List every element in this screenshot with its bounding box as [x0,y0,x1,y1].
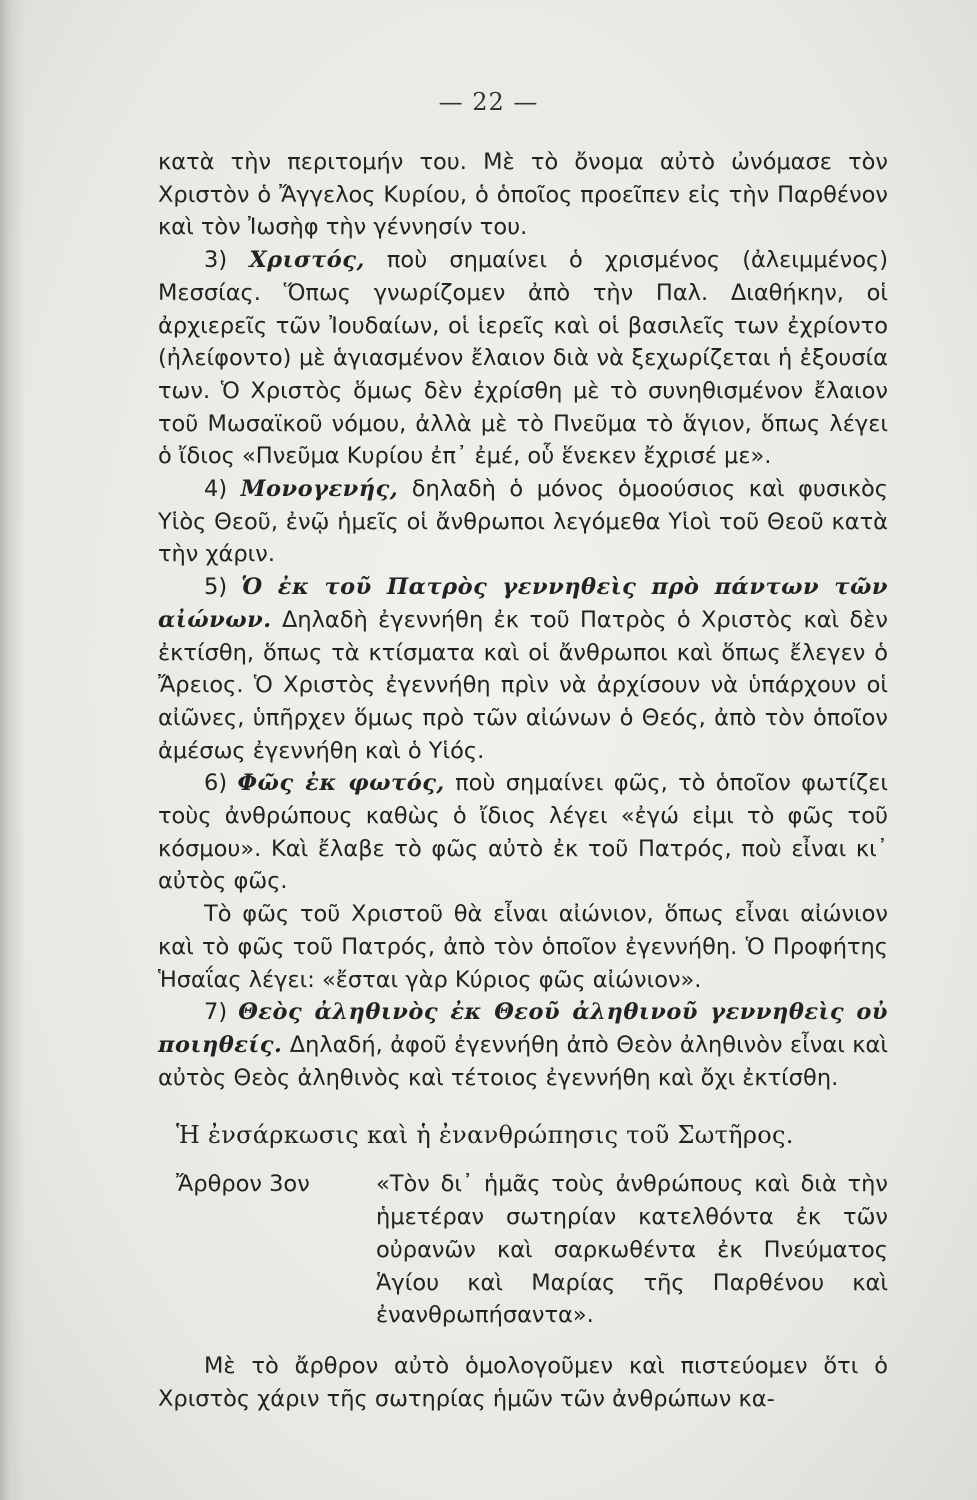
term-theos-alithinos: Θεὸς ἀληθινὸς ἐκ Θεοῦ ἀληθινοῦ γεννηθεὶς οὐ ποιηθείς. [158,999,888,1058]
paragraph-text: ποὺ σημαίνει ὁ χρισμένος (ἀλειμμένος) Μεσσίας. Ὅπως γνωρίζομεν ἀπὸ τὴν Παλ. Διαθήκην, οἱ ἀρχιερεῖς τῶν Ἰουδαίων, οἱ ἱερεῖς καὶ οἱ βασιλεῖς των ἐχρίοντο (ἠλείφοντο) μὲ ἁγιασμένον ἔλαιον διὰ νὰ ξεχωρίζεται ἡ ἐξουσία των. Ὁ Χριστὸς ὅμως δὲν ἐχρίσθη μὲ τὸ συνηθισμένον ἔλαιον τοῦ Μωσαϊκοῦ νόμου, ἀλλὰ μὲ τὸ Πνεῦμα τὸ ἅγιον, ὅπως λέγει ὁ ἴδιος «Πνεῦμα Κυρίου ἐπ᾽ ἐμέ, οὗ ἕνεκεν ἔχρισέ με». [158,247,889,470]
item-number: 6) [204,770,228,797]
term-gennitheis: Ὁ ἐκ τοῦ Πατρὸς γεννηθεὶς πρὸ πάντων τῶν αἰώνων. [158,574,888,633]
paragraph-text: Δηλαδὴ ἐγεννήθη ἐκ τοῦ Πατρὸς ὁ Χριστὸς καὶ δὲν ἐκτίσθη, ὅπως τὰ κτίσματα καὶ οἱ ἄνθρωποι καὶ ὅπως ἔλεγεν ὁ Ἄρειος. Ὁ Χριστὸς ἐγεννήθη πρὶν νὰ ἀρχίσουν νὰ ὑπάρχουν οἱ αἰῶνες, ὑπῆρχεν ὅμως πρὸ τῶν αἰώνων ὁ Θεός, ἀπὸ τὸν ὁποῖον ἀμέσως ἐγεννήθη καὶ ὁ Υἱός. [158,606,889,764]
item-number: 7) [204,999,228,1026]
paragraph-fos-aionion: Τὸ φῶς τοῦ Χριστοῦ θὰ εἶναι αἰώνιον, ὅπως εἶναι αἰώνιον καὶ τὸ φῶς τοῦ Πατρός, ἀπὸ τὸν ὁποῖον ἐγεννήθη. Ὁ Προφήτης Ἡσαΐας λέγει: «ἔσται γὰρ Κύριος φῶς αἰώνιον». [158,901,888,993]
paragraph-fos [158,767,888,898]
paragraph-text: Δηλαδή, ἀφοῦ ἐγεννήθη ἀπὸ Θεὸν ἀληθινὸν εἶναι καὶ αὐτὸς Θεὸς ἀληθινὸς καὶ τέτοιος ἐγεννήθη καὶ ὄχι ἐκτίσθη. [158,1031,888,1091]
item-number: 3) [204,247,228,274]
paragraph-christos [158,244,888,473]
article-3 [176,1168,888,1332]
term-christos: Χριστός, [249,247,365,274]
page-body [158,146,888,1415]
term-monogenis: Μονογενής, [240,476,399,503]
page-number: — 22 — [438,88,539,116]
item-number: 5) [204,574,228,601]
paragraph-gennitheis [158,571,888,767]
article-text: «Τὸν δι᾽ ἡμᾶς τοὺς ἀνθρώπους καὶ διὰ τὴν ἡμετέραν σωτηρίαν κατελθόντα ἐκ τῶν οὐρανῶν καὶ σαρκωθέντα ἐκ Πνεύματος Ἁγίου καὶ Μαρίας τῆς Παρθένου καὶ ἐνανθρωπήσαντα». [376,1171,888,1329]
paragraph-1: κατὰ τὴν περιτομήν του. Μὲ τὸ ὄνομα αὐτὸ ὠνόμασε τὸν Χριστὸν ὁ Ἄγγελος Κυρίου, ὁ ὁποῖος προεῖπεν εἰς τὴν Παρθένον καὶ τὸν Ἰωσὴφ τὴν γέννησίν του. [158,149,888,241]
section-heading: Ἡ ἐνσάρκωσις καὶ ἡ ἐνανθρώπησις τοῦ Σωτῆρος. [176,1121,794,1150]
paragraph-monogenis [158,473,888,571]
final-paragraph: Μὲ τὸ ἄρθρον αὐτὸ ὁμολογοῦμεν καὶ πιστεύομεν ὅτι ὁ Χριστὸς χάριν τῆς σωτηρίας ἡμῶν τῶν ἀνθρώπων κα- [158,1352,888,1412]
paragraph-theos-alithinos [158,996,888,1094]
term-fos: Φῶς ἐκ φωτός, [237,770,445,797]
article-label: Ἄρθρον 3ον [176,1171,310,1198]
paragraph-text: δηλαδὴ ὁ μόνος ὁμοούσιος καὶ φυσικὸς Υἱὸς Θεοῦ, ἐνῷ ἡμεῖς οἱ ἄνθρωποι λεγόμεθα Υἱοὶ τοῦ Θεοῦ κατὰ τὴν χάριν. [158,476,888,568]
item-number: 4) [204,476,228,503]
paragraph-text: ποὺ σημαίνει φῶς, τὸ ὁποῖον φωτίζει τοὺς ἀνθρώπους καθὼς ὁ ἴδιος λέγει «ἐγώ εἰμι τὸ φῶς τοῦ κόσμου». Καὶ ἔλαβε τὸ φῶς αὐτὸ ἐκ τοῦ Πατρός, ποὺ εἶναι κι᾽ αὐτὸς φῶς. [158,770,889,895]
page-gutter-shadow [0,0,26,1500]
